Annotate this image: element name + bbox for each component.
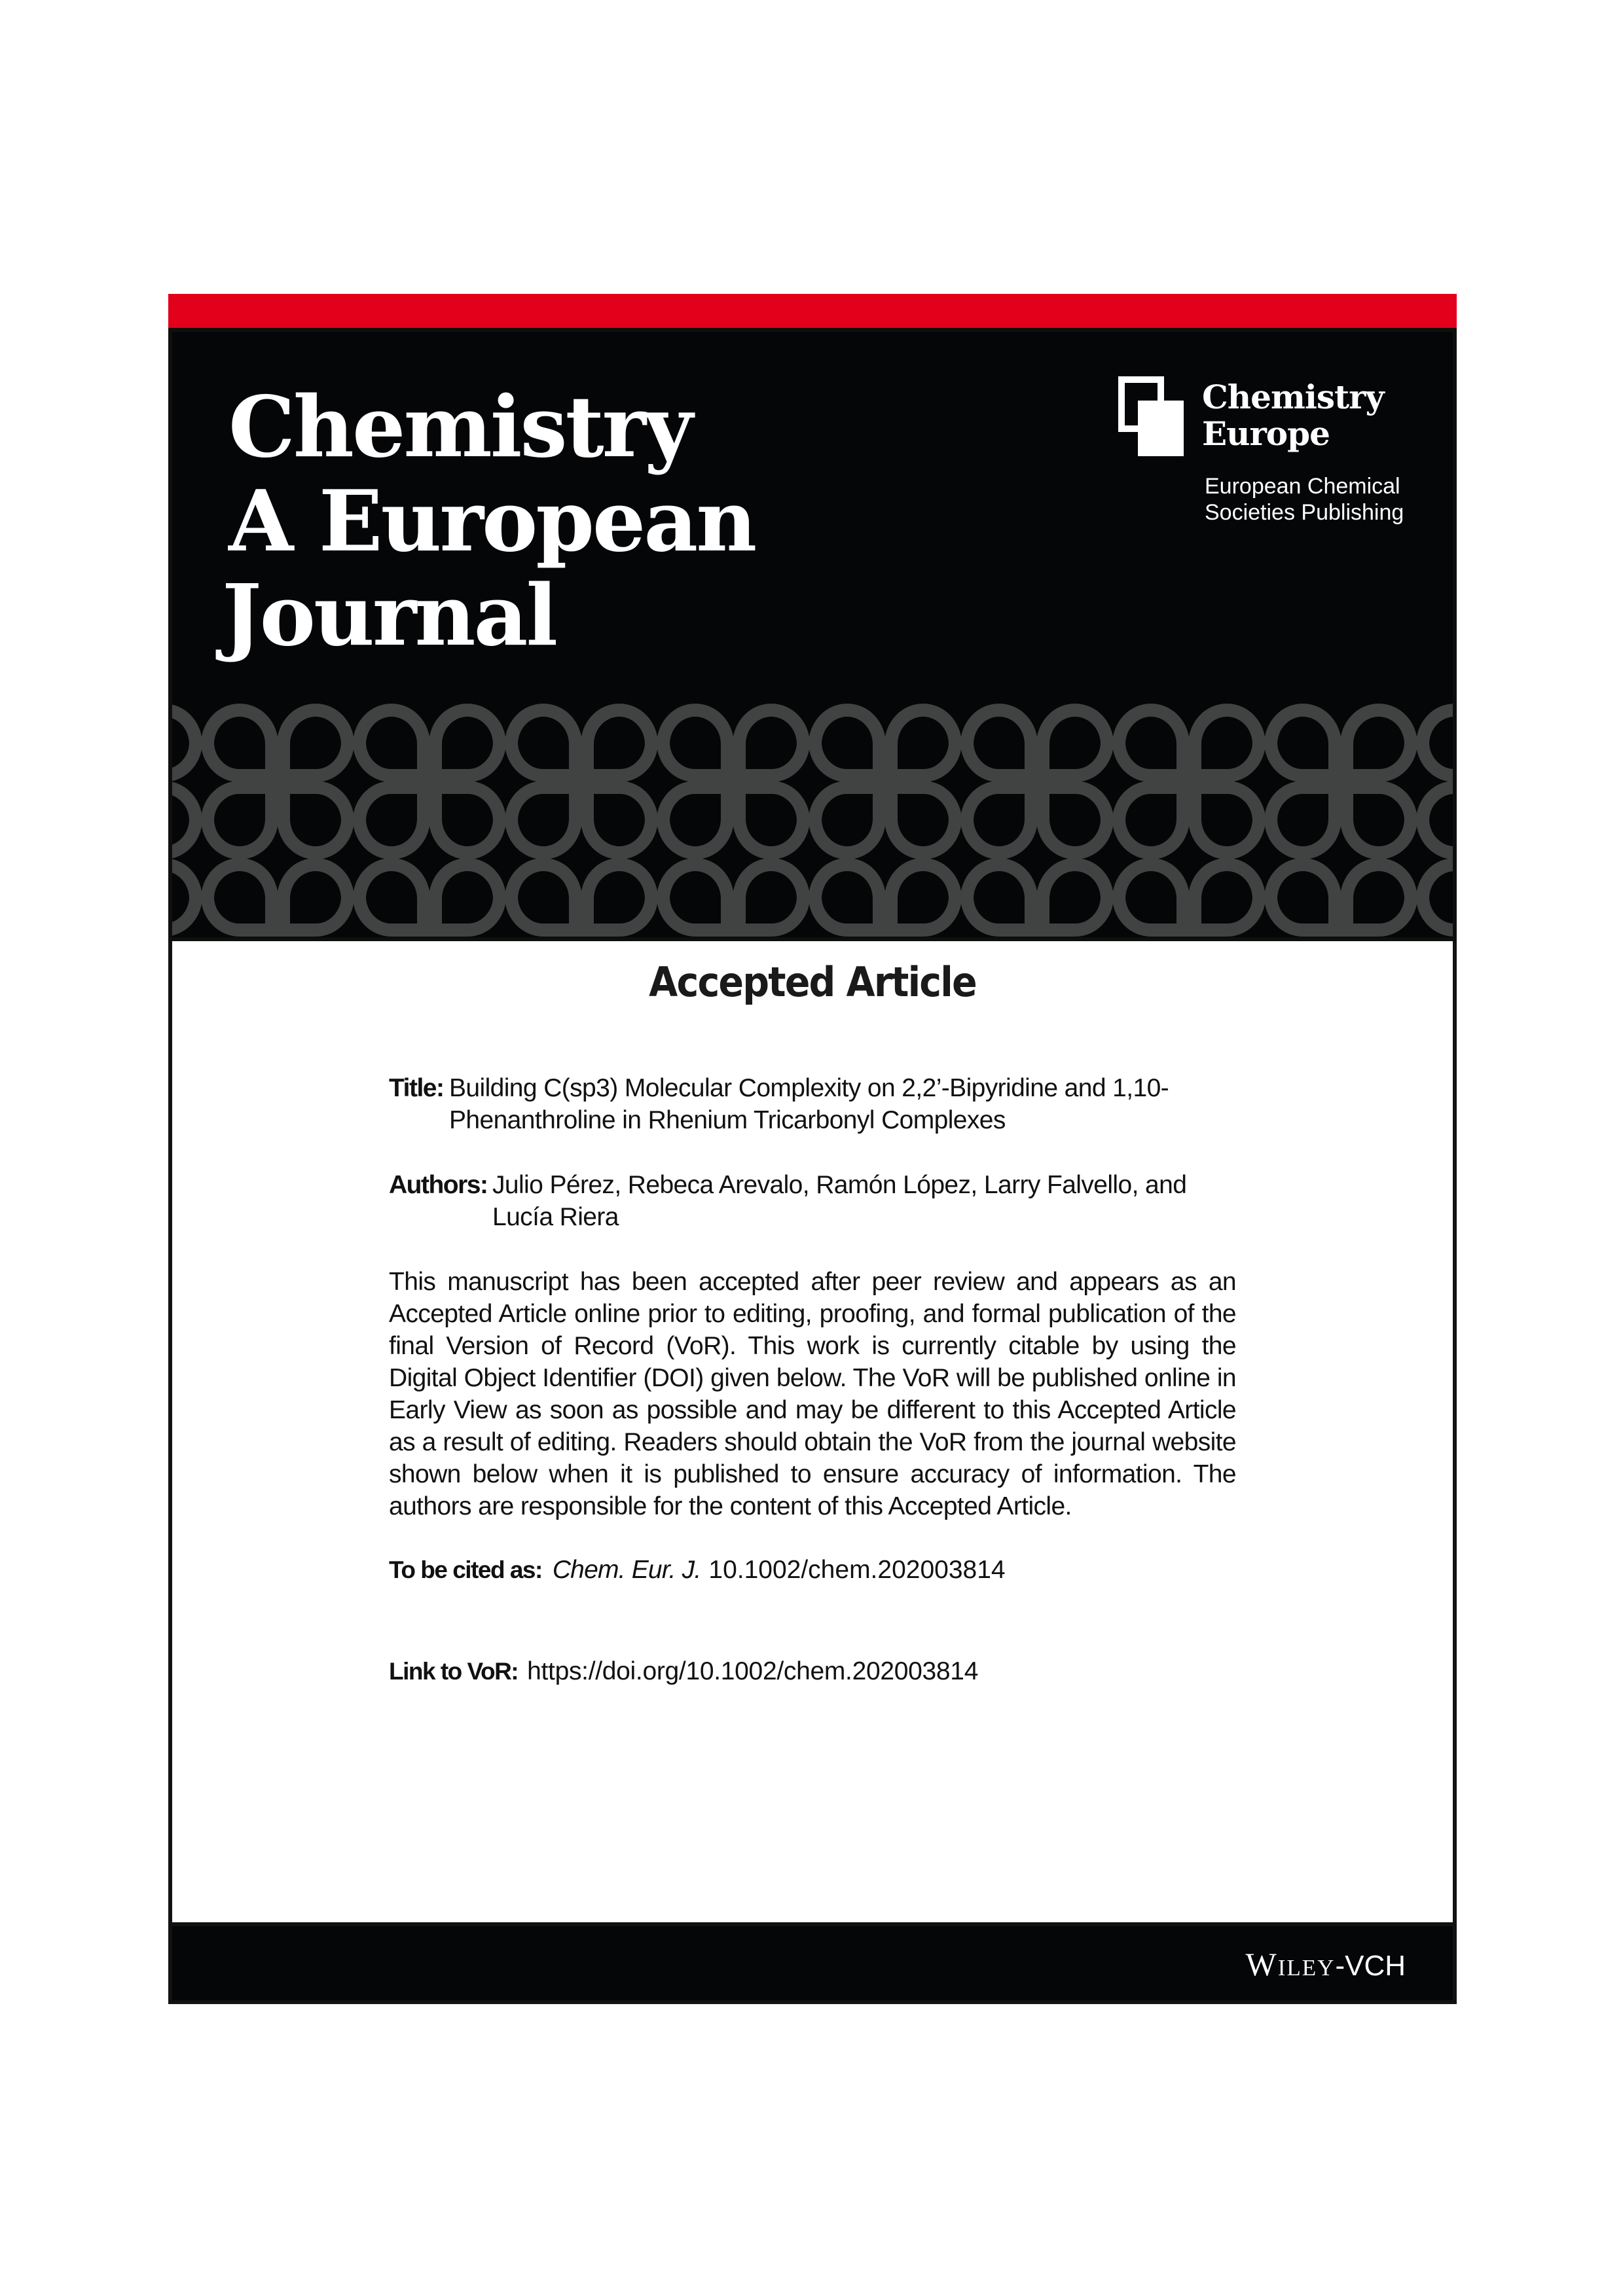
journal-title: [222, 378, 756, 665]
title-row: [389, 1072, 1240, 1136]
journal-title-line-1: Chemistry: [228, 378, 691, 476]
journal-header: [168, 328, 1457, 941]
article-title: Building C(sp3) Molecular Complexity on 2,2’-Bipyridine and 1,10-Phenanthroline in Rhenium Tricarbonyl Complexes: [449, 1074, 1169, 1134]
publisher-footer: [168, 1922, 1457, 2004]
logo-name-line-2: Europe: [1202, 414, 1330, 453]
chemistry-europe-logo: [1118, 376, 1432, 533]
accepted-article-disclaimer: This manuscript has been accepted after peer review and appears as an Accepted Article online prior to editing, proofing, and formal publication of the final Version of Record (VoR). This work is currently citable by using the Digital Object Identifier (DOI) given below. The VoR will be published online in Early View as soon as possible and may be different to this Accepted Article as a result of editing. Readers should obtain the VoR from the journal website shown below when it is published to ensure accuracy of information. The authors are responsible for the content of this Accepted Article.: [389, 1268, 1236, 1520]
teardrop-pattern-icon: [172, 700, 1453, 938]
accepted-article-heading: Accepted Article: [649, 958, 976, 1006]
citation-row: [389, 1554, 1240, 1586]
citation-doi: 10.1002/chem.202003814: [708, 1556, 1006, 1584]
logo-subtitle: [1205, 473, 1404, 526]
authors-row: [389, 1169, 1240, 1233]
publisher-suffix: -VCH: [1335, 1950, 1406, 1982]
citation-label: To be cited as:: [389, 1556, 542, 1583]
logo-name: [1202, 379, 1384, 452]
author-list: Julio Pérez, Rebeca Arevalo, Ramón López, Larry Falvello, and Lucía Riera: [492, 1171, 1187, 1231]
article-details: [389, 1072, 1240, 1687]
logo-subtitle-line-2: Societies Publishing: [1205, 500, 1404, 525]
accent-red-bar: [168, 294, 1457, 328]
logo-subtitle-line-1: European Chemical: [1205, 474, 1400, 499]
journal-abbreviation: Chem. Eur. J.: [552, 1556, 701, 1584]
authors-label: Authors:: [389, 1171, 488, 1199]
vor-doi-link[interactable]: https://doi.org/10.1002/chem.202003814: [527, 1657, 979, 1685]
journal-title-line-3: Journal: [222, 567, 556, 665]
title-label: Title:: [389, 1074, 444, 1102]
journal-title-line-2: A European: [228, 473, 756, 571]
vor-link-row: [389, 1655, 1240, 1687]
chemistry-europe-squares-icon: [1118, 376, 1185, 457]
logo-name-line-1: Chemistry: [1202, 378, 1384, 416]
article-info-panel: [168, 941, 1457, 1922]
cover-page: [168, 294, 1457, 2004]
vor-link-label: Link to VoR:: [389, 1658, 519, 1685]
wiley-vch-logo: [1246, 1946, 1406, 1984]
publisher-name: Wiley: [1245, 1946, 1336, 1982]
